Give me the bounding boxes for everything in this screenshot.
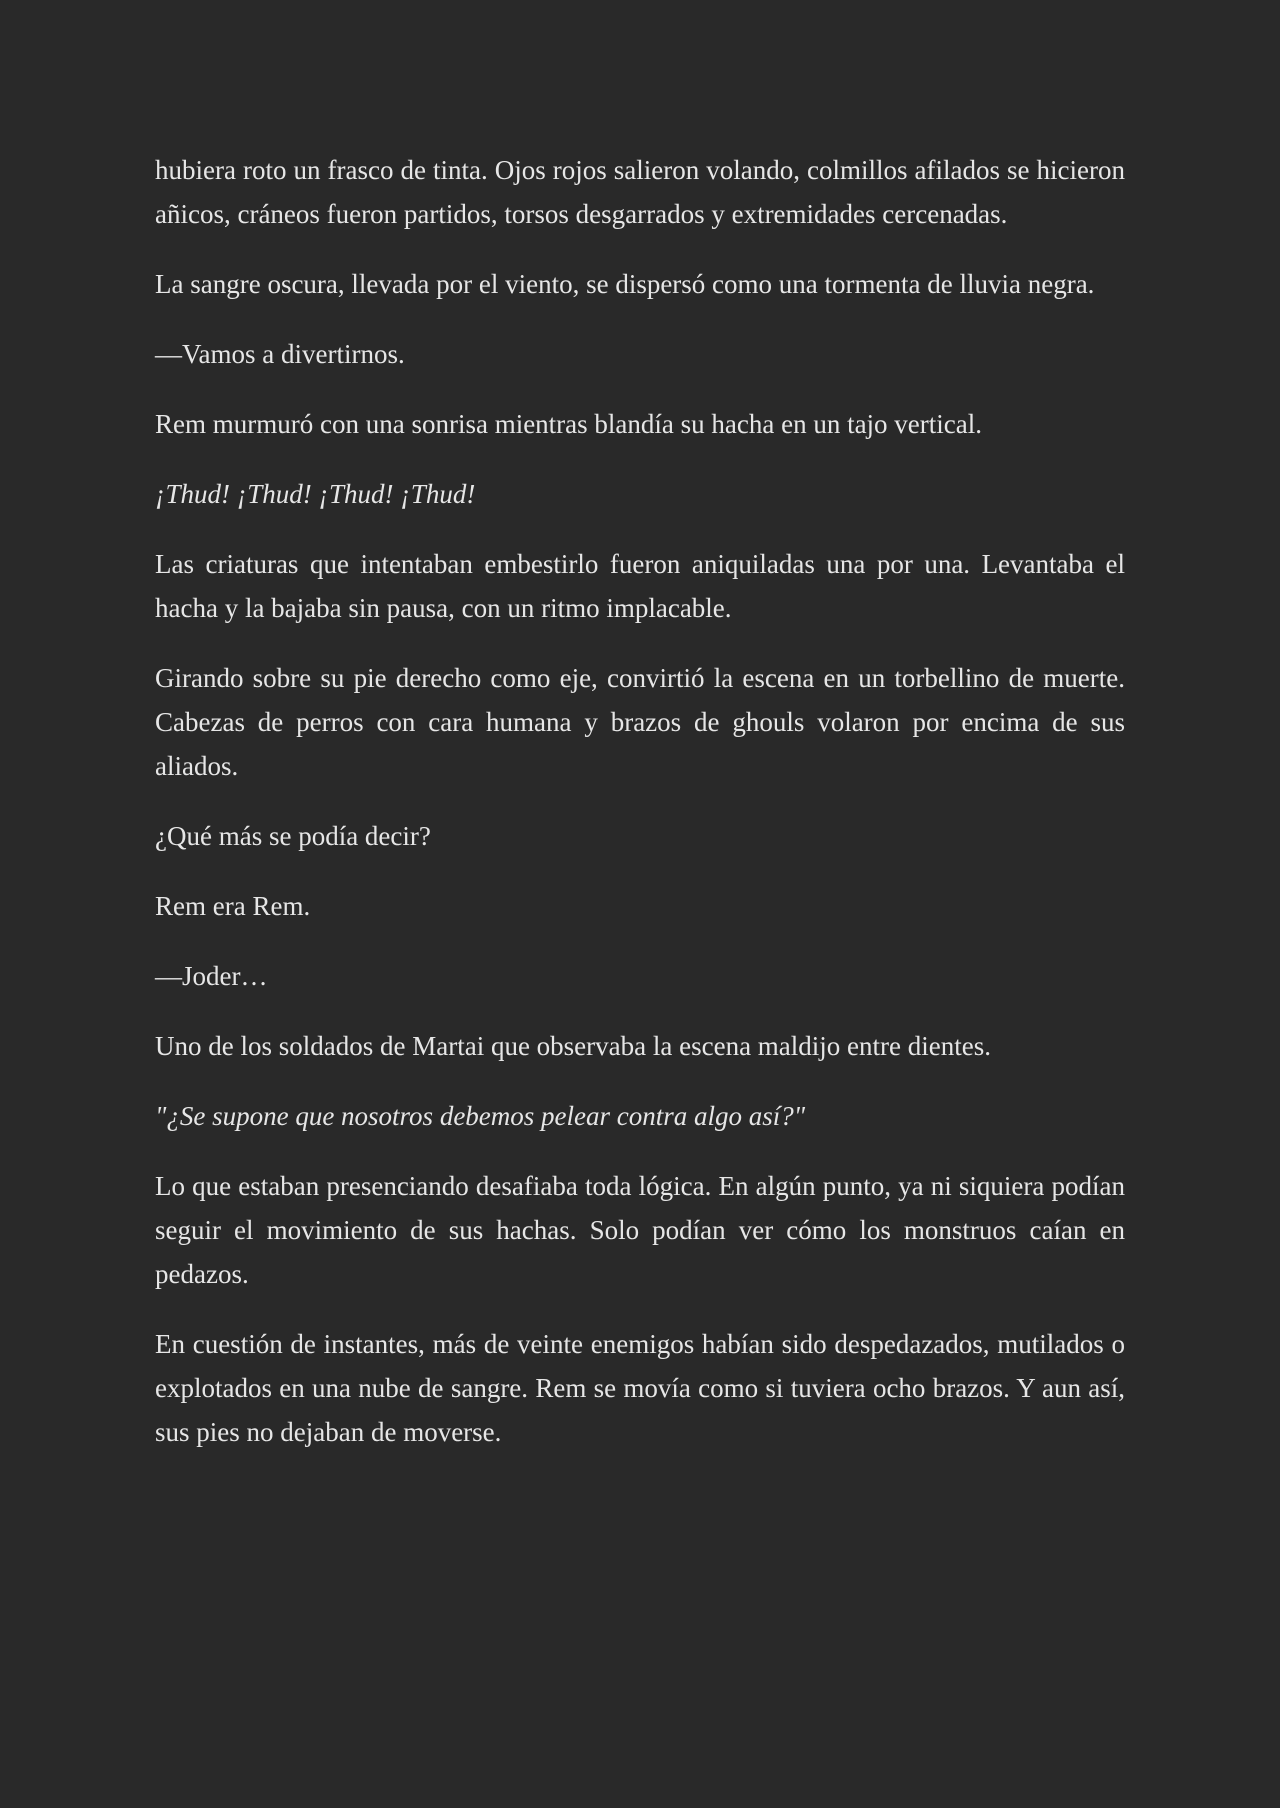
paragraph: Las criaturas que intentaban embestirlo fueron aniquiladas una por una. Levantaba el hacha y la bajaba sin pausa, con un ritmo implacable. [155, 549, 1125, 623]
paragraph: Uno de los soldados de Martai que observaba la escena maldijo entre dientes. [155, 1031, 991, 1061]
paragraph: Lo que estaban presenciando desafiaba toda lógica. En algún punto, ya ni siquiera podían seguir el movimiento de sus hachas. Solo podían ver cómo los monstruos caían en pedazos. [155, 1171, 1125, 1289]
paragraph: Rem era Rem. [155, 891, 311, 921]
dialogue-line: —Joder… [155, 961, 268, 991]
paragraph: hubiera roto un frasco de tinta. Ojos rojos salieron volando, colmillos afilados se hicieron añicos, cráneos fueron partidos, torsos desgarrados y extremidades cercenadas. [155, 155, 1125, 229]
paragraph: ¿Qué más se podía decir? [155, 821, 431, 851]
dialogue-line: —Vamos a divertirnos. [155, 339, 405, 369]
paragraph: En cuestión de instantes, más de veinte enemigos habían sido despedazados, mutilados o explotados en una nube de sangre. Rem se movía como si tuviera ocho brazos. Y aun así, sus pies no dejaban de moverse. [155, 1329, 1125, 1447]
sound-effect-line: ¡Thud! ¡Thud! ¡Thud! ¡Thud! [155, 479, 476, 509]
paragraph: Girando sobre su pie derecho como eje, convirtió la escena en un torbellino de muerte. Cabezas de perros con cara humana y brazos de ghouls volaron por encima de sus aliados. [155, 663, 1125, 781]
paragraph: Rem murmuró con una sonrisa mientras blandía su hacha en un tajo vertical. [155, 409, 983, 439]
paragraph: La sangre oscura, llevada por el viento, se dispersó como una tormenta de lluvia negra. [155, 269, 1095, 299]
thought-line: "¿Se supone que nosotros debemos pelear contra algo así?" [155, 1101, 806, 1131]
